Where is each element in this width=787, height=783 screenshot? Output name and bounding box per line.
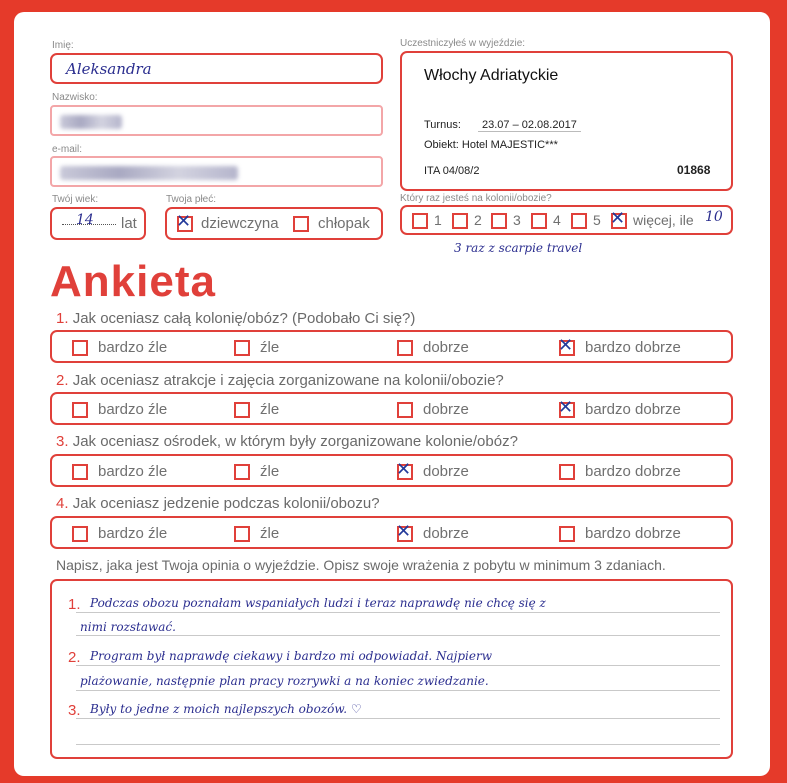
turnus-value: 23.07 – 02.08.2017 [478,119,581,132]
q1-option-dobrze: dobrze [423,339,469,356]
times-option-more: więcej, ile [633,212,694,228]
opinion-line-2: nimi rozstawać. [80,620,176,634]
q3-option-zle: źle [260,463,280,480]
q1-option-bardzo-dobrze: bardzo dobrze [585,339,681,356]
trip-label: Uczestniczyłeś w wyjeździe: [400,38,526,49]
imie-field[interactable] [50,53,383,84]
times-option-3: 3 [513,212,521,228]
question-4-num: 4. [56,495,69,512]
trip-name: Włochy Adriatyckie [424,67,559,84]
email-label: e-mail: [52,144,83,155]
q4-option-dobrze: dobrze [423,525,469,542]
q4-option-bardzo-zle: bardzo źle [98,525,168,542]
q3-checkbox-bardzo-zle[interactable] [72,464,88,480]
turnus-label: Turnus: [424,119,461,131]
opinion-prompt: Napisz, jaka jest Twoja opinia o wyjeździe. Opisz swoje wrażenia z pobytu w minimum 3 zdaniach. [56,557,666,573]
q1-option-zle: źle [260,339,280,356]
nazwisko-label: Nazwisko: [52,92,98,103]
q2-option-dobrze: dobrze [423,401,469,418]
q3-checkbox-dobrze[interactable]: ✕ [396,459,412,480]
q4-option-bardzo-dobrze: bardzo dobrze [585,525,681,542]
checkbox-times-3[interactable] [491,213,507,229]
email-field[interactable] [50,156,383,187]
checkbox-times-more[interactable]: ✕ [610,208,626,229]
q2-option-zle: źle [260,401,280,418]
q4-checkbox-bardzo-dobrze[interactable] [559,526,575,542]
question-2-text: Jak oceniasz atrakcje i zajęcia zorganizowane na kolonii/obozie? [72,372,504,389]
checkbox-dziewczyna[interactable]: ✕ [176,211,192,232]
q4-checkbox-dobrze[interactable]: ✕ [396,521,412,542]
obiekt-text: Obiekt: Hotel MAJESTIC*** [424,139,558,151]
question-3-text: Jak oceniasz ośrodek, w którym były zorganizowane kolonie/obóz? [72,433,518,450]
question-3 [56,433,518,450]
checkbox-times-4[interactable] [531,213,547,229]
q1-checkbox-bardzo-dobrze[interactable]: ✕ [558,335,574,356]
plec-field [165,207,383,240]
survey-title: Ankieta [50,257,216,306]
trip-number: 01868 [677,163,711,177]
opinion-num-2: 2. [68,649,81,666]
q4-option-zle: źle [260,525,280,542]
q1-checkbox-dobrze[interactable] [397,340,413,356]
opinion-line-4: plażowanie, następnie plan pracy rozrywki a na koniec zwiedzanie. [80,674,489,688]
opinion-num-1: 1. [68,596,81,613]
opinion-rule-1 [76,612,720,613]
redacted-surname [60,115,122,129]
q3-checkbox-zle[interactable] [234,464,250,480]
imie-value: Aleksandra [66,60,152,78]
opinion-num-3: 3. [68,702,81,719]
opinion-rule-6 [76,744,720,745]
q3-option-dobrze: dobrze [423,463,469,480]
q3-option-bardzo-zle: bardzo źle [98,463,168,480]
trip-code: ITA 04/08/2 [424,165,480,177]
q3-checkbox-bardzo-dobrze[interactable] [559,464,575,480]
opinion-line-3: Program był naprawdę ciekawy i bardzo mi odpowiadał. Najpierw [90,649,492,663]
q3-option-bardzo-dobrze: bardzo dobrze [585,463,681,480]
times-value: 10 [705,209,723,225]
q2-checkbox-bardzo-zle[interactable] [72,402,88,418]
wiek-label: Twój wiek: [52,194,99,205]
times-option-1: 1 [434,212,442,228]
q2-option-bardzo-dobrze: bardzo dobrze [585,401,681,418]
times-box [400,205,733,235]
q2-checkbox-zle[interactable] [234,402,250,418]
checkbox-times-5[interactable] [571,213,587,229]
nazwisko-field[interactable] [50,105,383,136]
q2-checkbox-bardzo-dobrze[interactable]: ✕ [558,397,574,418]
checkbox-times-1[interactable] [412,213,428,229]
question-4-answers [50,516,733,549]
option-dziewczyna: dziewczyna [201,215,279,232]
q2-checkbox-dobrze[interactable] [397,402,413,418]
opinion-rule-5 [76,718,720,719]
opinion-rule-2 [76,635,720,636]
question-1-answers [50,330,733,363]
question-4 [56,495,380,512]
opinion-rule-3 [76,665,720,666]
question-2-answers [50,392,733,425]
times-note: 3 raz z scarpie travel [454,241,583,255]
wiek-unit: lat [121,215,137,232]
plec-label: Twoja płeć: [166,194,217,205]
q1-checkbox-bardzo-zle[interactable] [72,340,88,356]
question-1 [56,310,415,327]
option-chlopak: chłopak [318,215,370,232]
opinion-line-5: Były to jedne z moich najlepszych obozów. ♡ [90,702,362,716]
redacted-email [60,166,238,180]
survey-sheet [14,12,770,776]
wiek-value: 14 [76,212,94,228]
trip-box [400,51,733,191]
times-option-4: 4 [553,212,561,228]
question-2-num: 2. [56,372,69,389]
times-option-5: 5 [593,212,601,228]
imie-label: Imię: [52,40,74,51]
q4-checkbox-zle[interactable] [234,526,250,542]
question-2 [56,372,504,389]
question-1-num: 1. [56,310,69,327]
question-3-answers [50,454,733,487]
q4-checkbox-bardzo-zle[interactable] [72,526,88,542]
wiek-field[interactable] [50,207,146,240]
opinion-line-1: Podczas obozu poznałam wspaniałych ludzi i teraz naprawdę nie chcę się z [90,596,546,610]
question-3-num: 3. [56,433,69,450]
times-label: Który raz jesteś na kolonii/obozie? [400,193,552,204]
q1-option-bardzo-zle: bardzo źle [98,339,168,356]
opinion-rule-4 [76,690,720,691]
checkbox-times-2[interactable] [452,213,468,229]
times-option-2: 2 [474,212,482,228]
checkbox-chlopak[interactable] [293,216,309,232]
q2-option-bardzo-zle: bardzo źle [98,401,168,418]
question-4-text: Jak oceniasz jedzenie podczas kolonii/obozu? [72,495,380,512]
q1-checkbox-zle[interactable] [234,340,250,356]
question-1-text: Jak oceniasz całą kolonię/obóz? (Podobało Ci się?) [72,310,416,327]
